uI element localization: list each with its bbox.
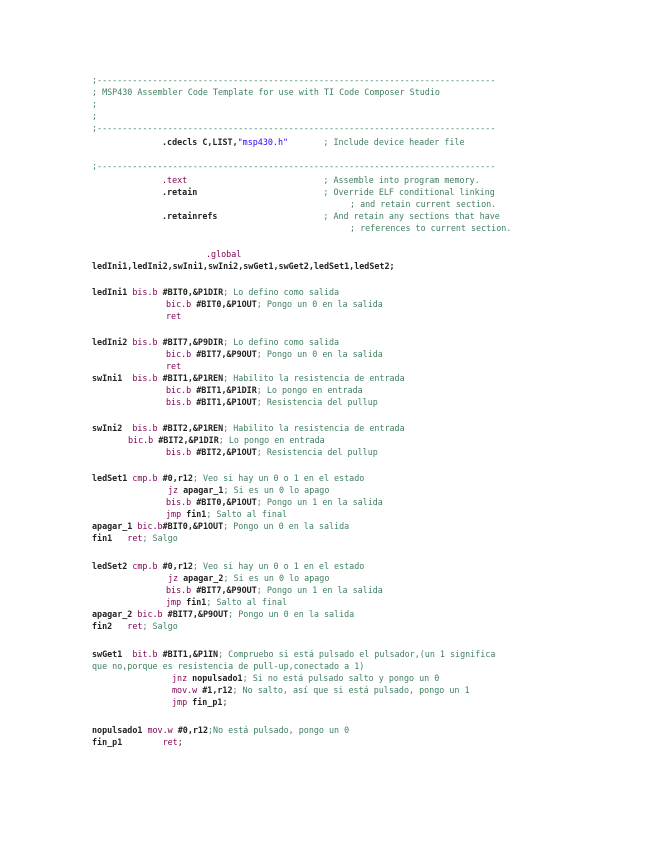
code-text: #BIT2,&P1OUT: [191, 447, 257, 457]
code-text: swIni1: [92, 373, 133, 383]
code-comment: ; Lo pongo en entrada: [256, 385, 363, 395]
code-keyword: jmp: [166, 597, 182, 607]
code-comment: ; Si es un 0 lo apago: [223, 485, 330, 495]
code-line: [166, 496, 383, 509]
code-text: [217, 211, 323, 221]
code-comment: ; Pongo un 0 en la salida: [256, 349, 383, 359]
code-comment: que no,porque es resistencia de pull-up,conectado a 1): [92, 661, 365, 671]
code-line: [92, 724, 349, 737]
code-text: fin1: [92, 533, 128, 543]
code-comment: ;-------------------------------------------------------------------------------: [92, 75, 496, 85]
code-line: [92, 98, 97, 111]
code-text: swIni2: [92, 423, 133, 433]
code-comment: ; Lo pongo en entrada: [218, 435, 325, 445]
code-line: [92, 660, 364, 673]
code-line: [92, 422, 405, 435]
code-keyword: bis.b: [132, 287, 158, 297]
code-line: [166, 310, 181, 323]
code-line: [92, 520, 349, 533]
code-comment: ; Salto al final: [206, 509, 288, 519]
code-keyword: bis.b: [166, 585, 192, 595]
code-keyword: bic.b: [166, 385, 192, 395]
code-text: .retain: [162, 187, 198, 197]
code-comment: ; Pongo un 0 en la salida: [256, 299, 383, 309]
code-comment: ; Si es un 0 lo apago: [223, 573, 330, 583]
code-text: ledIni1: [92, 287, 133, 297]
code-comment: ;: [92, 111, 98, 121]
code-keyword: bic.b: [137, 521, 163, 531]
code-keyword: mov.w: [147, 725, 173, 735]
code-line: [92, 736, 183, 749]
code-keyword: jz: [168, 573, 179, 583]
code-line: [92, 608, 354, 621]
code-text: [197, 187, 323, 197]
code-text: .retainrefs: [162, 211, 218, 221]
code-text: #BIT2,&P1REN: [157, 423, 224, 433]
code-comment: ; No salto, así que si está pulsado, pongo un 1: [232, 685, 470, 695]
code-comment: ; Habilito la resistencia de entrada: [223, 423, 405, 433]
code-keyword: bic.b: [166, 349, 192, 359]
code-text: #0,r12: [172, 725, 208, 735]
code-line: [166, 584, 383, 597]
code-text: .cdecls C,LIST,: [162, 137, 238, 147]
code-text: nopulsado1: [187, 673, 243, 683]
code-text: apagar_1: [92, 521, 138, 531]
code-comment: ; Salgo: [142, 533, 178, 543]
code-line: [162, 186, 495, 199]
code-keyword: bit.b: [132, 649, 158, 659]
code-comment: ; Pongo un 1 en la salida: [256, 497, 383, 507]
code-line: [92, 74, 495, 87]
code-line: [128, 434, 325, 447]
code-text: #BIT1,&P1DIR: [191, 385, 257, 395]
code-text: apagar_2: [178, 573, 224, 583]
code-line: [168, 484, 329, 497]
code-keyword: bis.b: [166, 447, 192, 457]
code-comment: ;-------------------------------------------------------------------------------: [92, 123, 496, 133]
code-keyword: ret: [162, 737, 178, 747]
code-line: [168, 572, 329, 585]
code-line: [172, 696, 227, 709]
code-line: [166, 508, 287, 521]
code-line: [92, 620, 178, 633]
code-text: fin_p1: [92, 737, 163, 747]
code-comment: ; Override ELF conditional linking: [323, 187, 495, 197]
code-keyword: cmp.b: [132, 473, 158, 483]
code-keyword: ret: [127, 533, 143, 543]
code-keyword: bis.b: [132, 337, 158, 347]
code-keyword: bis.b: [132, 373, 158, 383]
code-text: #BIT7,&P9DIR: [157, 337, 224, 347]
code-line: [162, 210, 500, 223]
code-text: #BIT1,&P1IN: [157, 649, 219, 659]
code-keyword: jz: [168, 485, 179, 495]
code-text: #BIT0,&P1DIR: [157, 287, 224, 297]
code-text: ledSet1: [92, 473, 133, 483]
code-comment: ; Resistencia del pullup: [256, 447, 378, 457]
code-line: [92, 472, 364, 485]
code-comment: ;: [92, 99, 98, 109]
code-keyword: mov.w: [172, 685, 198, 695]
code-comment: ; references to current section.: [350, 223, 512, 233]
code-text: ledIni2: [92, 337, 133, 347]
code-comment: ; Veo si hay un 0 o 1 en el estado: [192, 561, 365, 571]
code-line: [162, 174, 480, 187]
code-line: [92, 286, 339, 299]
code-line: [350, 222, 511, 235]
code-text: #BIT0,&P1OUT: [191, 497, 257, 507]
code-keyword: bis.b: [166, 397, 192, 407]
code-text: fin1: [181, 509, 207, 519]
code-text: ;: [222, 697, 228, 707]
code-keyword: ret: [127, 621, 143, 631]
code-comment: ; Pongo un 0 en la salida: [223, 521, 350, 531]
code-line: [350, 198, 496, 211]
code-comment: ; Lo defino como salida: [223, 287, 340, 297]
code-text: fin2: [92, 621, 128, 631]
code-line: [166, 298, 383, 311]
code-line: [92, 160, 495, 173]
code-keyword: bic.b: [166, 299, 192, 309]
code-comment: ; Veo si hay un 0 o 1 en el estado: [192, 473, 365, 483]
code-keyword: jnz: [172, 673, 188, 683]
code-comment: ; Lo defino como salida: [223, 337, 340, 347]
code-text: #BIT0,&P1OUT: [162, 521, 224, 531]
code-line: [92, 560, 364, 573]
code-line: [162, 136, 465, 149]
code-line: [166, 348, 383, 361]
code-text: #BIT7,&P9OUT: [191, 585, 257, 595]
code-comment: ; Compruebo si está pulsado el pulsador,(un 1 significa: [218, 649, 496, 659]
code-keyword: bic.b: [128, 435, 154, 445]
code-keyword: cmp.b: [132, 561, 158, 571]
code-line: [166, 396, 378, 409]
code-line: [92, 86, 440, 99]
code-comment: ; and retain current section.: [350, 199, 497, 209]
code-text: #BIT0,&P1OUT: [191, 299, 257, 309]
code-keyword: bis.b: [166, 497, 192, 507]
code-keyword: jmp: [172, 697, 188, 707]
code-keyword: .global: [206, 249, 242, 259]
code-line: [92, 532, 178, 545]
code-keyword: jmp: [166, 509, 182, 519]
code-line: [172, 672, 439, 685]
code-text: #BIT2,&P1DIR: [153, 435, 219, 445]
code-comment: ;-------------------------------------------------------------------------------: [92, 161, 496, 171]
code-keyword: ret: [166, 361, 182, 371]
code-comment: ; Habilito la resistencia de entrada: [223, 373, 405, 383]
code-text: apagar_2: [92, 609, 138, 619]
code-text: #BIT1,&P1OUT: [191, 397, 257, 407]
code-keyword: bic.b: [137, 609, 163, 619]
code-keyword: bis.b: [132, 423, 158, 433]
code-line: [172, 684, 470, 697]
code-line: [92, 372, 405, 385]
code-comment: ; Salgo: [142, 621, 178, 631]
code-keyword: .text: [162, 175, 188, 185]
code-text: ledIni1,ledIni2,swIni1,swIni2,swGet1,swGet2,ledSet1,ledSet2;: [92, 261, 395, 271]
code-line: [92, 648, 495, 661]
code-text: [187, 175, 323, 185]
code-comment: ; Si no está pulsado salto y pongo un 0: [242, 673, 440, 683]
code-text: apagar_1: [178, 485, 224, 495]
code-text: #BIT7,&P9OUT: [162, 609, 229, 619]
code-line: [92, 260, 395, 273]
code-text: #1,r12: [197, 685, 233, 695]
code-text: swGet1: [92, 649, 133, 659]
code-comment: ; MSP430 Assembler Code Template for use with TI Code Composer Studio: [92, 87, 440, 97]
code-line: [92, 110, 97, 123]
code-line: [166, 446, 378, 459]
code-comment: ;No está pulsado, pongo un 0: [207, 725, 350, 735]
code-text: nopulsado1: [92, 725, 148, 735]
code-line: [166, 360, 181, 373]
code-text: fin_p1: [187, 697, 223, 707]
code-comment: ; Resistencia del pullup: [256, 397, 378, 407]
code-line: [92, 336, 339, 349]
code-comment: ; Salto al final: [206, 597, 288, 607]
code-line: [92, 122, 495, 135]
code-string: "msp430.h": [237, 137, 289, 147]
code-keyword: ret: [166, 311, 182, 321]
code-comment: ; Pongo un 1 en la salida: [256, 585, 383, 595]
code-line: [206, 248, 241, 261]
code-text: [288, 137, 323, 147]
code-text: #0,r12: [157, 561, 193, 571]
code-comment: ; Include device header file: [323, 137, 465, 147]
code-text: ledSet2: [92, 561, 133, 571]
code-comment: ; Assemble into program memory.: [323, 175, 480, 185]
code-text: ;: [177, 737, 183, 747]
code-text: #BIT7,&P9OUT: [191, 349, 257, 359]
code-text: fin1: [181, 597, 207, 607]
code-comment: ; And retain any sections that have: [323, 211, 500, 221]
code-text: #BIT1,&P1REN: [157, 373, 224, 383]
code-comment: ; Pongo un 0 en la salida: [228, 609, 355, 619]
code-line: [166, 596, 287, 609]
code-line: [166, 384, 363, 397]
code-text: #0,r12: [157, 473, 193, 483]
